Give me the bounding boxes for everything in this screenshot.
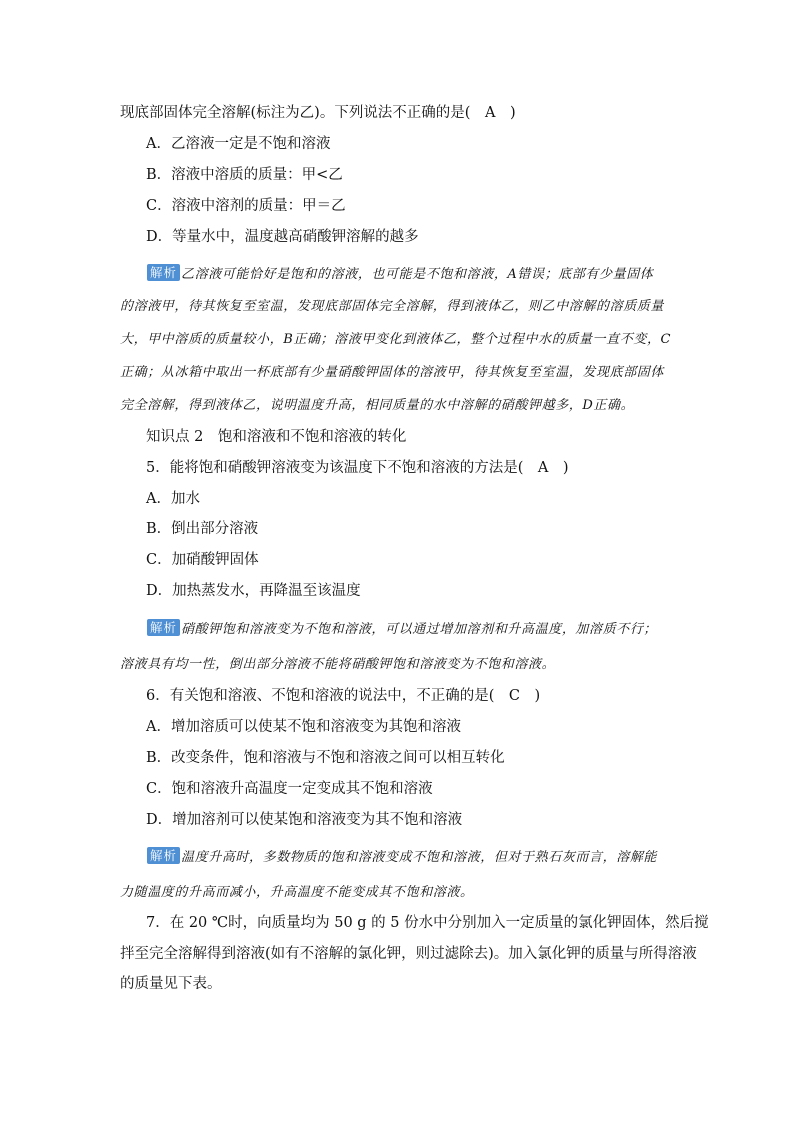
q6-explanation-line-1: [147, 847, 657, 868]
explanation-badge: 解析: [147, 264, 180, 281]
q6-option-b: B．改变条件，饱和溶液与不饱和溶液之间可以相互转化: [146, 750, 505, 766]
explanation-text: 乙溶液可能恰好是饱和的溶液，也可能是不饱和溶液，A错误；底部有少量固体: [181, 267, 654, 282]
q5-option-d: D．加热蒸发水，再降温至该温度: [146, 583, 361, 599]
q4-explanation-line-1: [147, 264, 653, 285]
explanation-text: 温度升高时，多数物质的饱和溶液变成不饱和溶液，但对于熟石灰而言，溶解能: [181, 850, 658, 865]
q4-explanation-line-3: 大，甲中溶质的质量较小，B正确；溶液甲变化到液体乙，整个过程中水的质量一直不变，C: [120, 332, 672, 347]
q5-option-c: C．加硝酸钾固体: [146, 552, 259, 568]
q5-option-a: A．加水: [146, 491, 200, 507]
question-7-line-1: 7．在 20 ℃时，向质量均为 50 g 的 5 份水中分别加入一定质量的氯化钾固体，然后搅: [146, 915, 709, 931]
q4-option-d: D．等量水中，温度越高硝酸钾溶解的越多: [146, 229, 419, 245]
explanation-badge: 解析: [147, 619, 180, 636]
knowledge-point-heading: 知识点 2 饱和溶液和不饱和溶液的转化: [146, 429, 407, 445]
q6-explanation-line-2: 力随温度的升高而减小，升高温度不能变成其不饱和溶液。: [120, 885, 474, 900]
q5-explanation-line-2: 溶液具有均一性，倒出部分溶液不能将硝酸钾饱和溶液变为不饱和溶液。: [120, 657, 556, 672]
question-7-line-2: 拌至完全溶解得到溶液(如有不溶解的氯化钾，则过滤除去)。加入氯化钾的质量与所得溶液: [120, 946, 697, 962]
q4-option-a: A．乙溶液一定是不饱和溶液: [146, 136, 331, 152]
q4-option-c: C．溶液中溶剂的质量：甲＝乙: [146, 198, 346, 214]
q4-option-b: B．溶液中溶质的质量：甲<乙: [146, 167, 343, 183]
question-7-line-3: 的质量见下表。: [120, 976, 222, 992]
explanation-text: 硝酸钾饱和溶液变为不饱和溶液，可以通过增加溶剂和升高温度，加溶质不行；: [181, 622, 658, 637]
q6-option-d: D．增加溶剂可以使某饱和溶液变为其不饱和溶液: [146, 812, 463, 828]
q6-option-a: A．增加溶质可以使某不饱和溶液变为其饱和溶液: [146, 719, 461, 735]
q6-option-c: C．饱和溶液升高温度一定变成其不饱和溶液: [146, 781, 433, 797]
q5-option-b: B．倒出部分溶液: [146, 521, 259, 537]
explanation-badge: 解析: [147, 847, 180, 864]
q4-explanation-line-4: 正确；从冰箱中取出一杯底部有少量硝酸钾固体的溶液甲，待其恢复至室温，发现底部固体: [120, 365, 665, 380]
question-6-stem: 6．有关饱和溶液、不饱和溶液的说法中，不正确的是( C ): [146, 688, 541, 704]
q4-explanation-line-2: 的溶液甲，待其恢复至室温，发现底部固体完全溶解，得到液体乙，则乙中溶解的溶质质量: [120, 299, 665, 314]
q5-explanation-line-1: [147, 619, 657, 640]
question-4-stem-continuation: 现底部固体完全溶解(标注为乙)。下列说法不正确的是( A ): [120, 105, 516, 121]
q4-explanation-line-5: 完全溶解，得到液体乙，说明温度升高，相同质量的水中溶解的硝酸钾越多，D正确。: [120, 398, 635, 413]
question-5-stem: 5．能将饱和硝酸钾溶液变为该温度下不饱和溶液的方法是( A ): [146, 460, 569, 476]
